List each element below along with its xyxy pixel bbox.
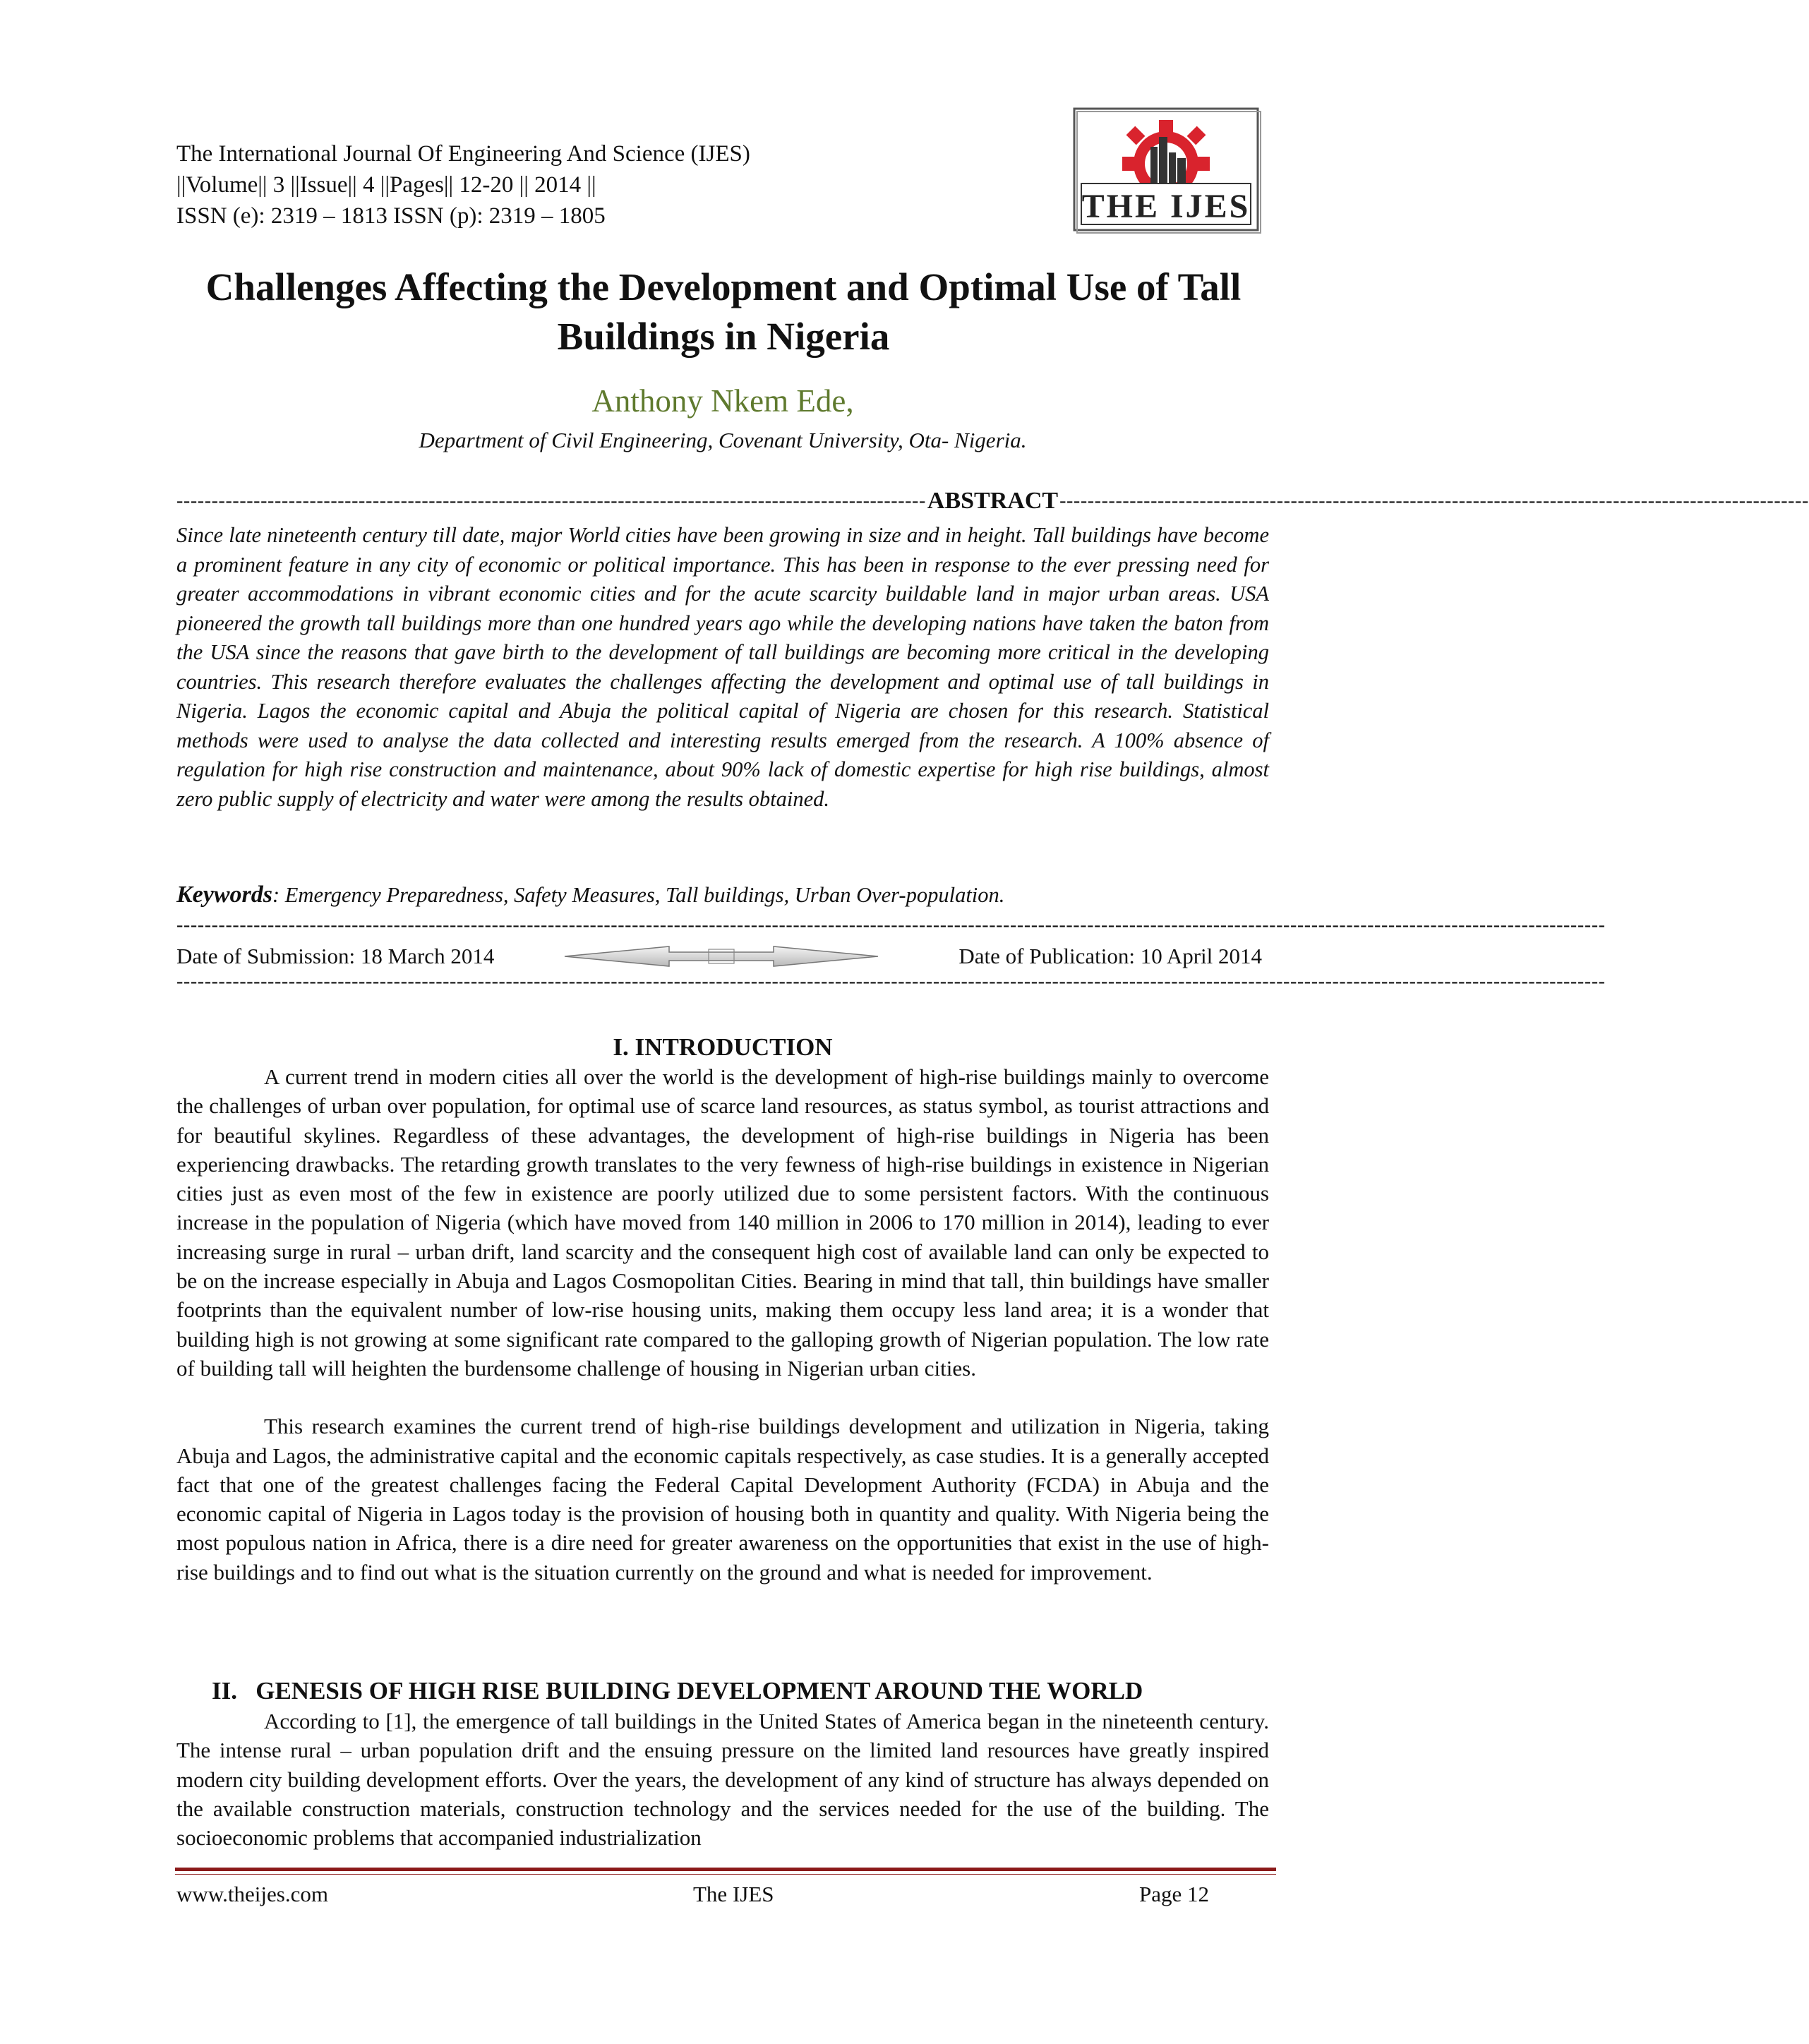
keywords-label: Keywords xyxy=(176,882,272,908)
journal-name: The International Journal Of Engineering And Science (IJES) xyxy=(176,141,750,167)
title-line-2: Buildings in Nigeria xyxy=(557,315,890,358)
intro-paragraph-2: This research examines the current trend of high-rise buildings development and utilization in Nigeria, taking Abuja and Lagos, the administrative capital and the economic capitals respectively, as case studies. It is a generally accepted fact that one of the greatest challenges facing the Federal Capital Development Authority (FCDA) in Abuja and the economic capital of Nigeria in Lagos today is the provision of housing both in quantity and quality. With Nigeria being the most populous nation in Africa, there is a dire need for greater awareness on the opportunities that exist in the use of high-rise buildings and to find out what is the situation currently on the ground and what is needed for improvement. xyxy=(176,1414,1269,1585)
journal-header xyxy=(176,138,750,232)
volume-issue-line: ||Volume|| 3 ||Issue|| 4 ||Pages|| 12-20 || 2014 || xyxy=(176,172,596,198)
author-name: Anthony Nkem Ede, xyxy=(591,383,854,419)
abstract-heading-rule xyxy=(176,487,1809,515)
dash-rule-right: ----------------------------------------------------------------------------------------------------------- xyxy=(1059,490,1809,512)
section-heading-introduction: I. INTRODUCTION xyxy=(613,1033,833,1061)
paper-title xyxy=(162,263,1285,361)
dates-row xyxy=(176,941,1269,972)
issn-line: ISSN (e): 2319 – 1813 ISSN (p): 2319 – 1805 xyxy=(176,203,606,229)
genesis-body xyxy=(176,1707,1269,1852)
footer-page-number: Page 12 xyxy=(1139,1882,1210,1906)
abstract-label: ABSTRACT xyxy=(927,488,1059,514)
intro-paragraph-1: A current trend in modern cities all over the world is the development of high-rise buildings mainly to overcome the challenges of urban over population, for optimal use of scarce land resources, as status symbol, as tourist attractions and for beautiful skylines. Regardless of these advantages, the development of high-rise buildings in Nigeria has been experiencing drawbacks. The retarding growth translates to the very fewness of high-rise buildings in existence in Nigerian cities just as even most of the few in existence are poorly utilized due to some persistent factors. With the continuous increase in the population of Nigeria (which have moved from 140 million in 2006 to 170 million in 2014), leading to ever increasing surge in rural – urban drift, land scarcity and the consequent high cost of available land can only be expected to be on the increase especially in Abuja and Lagos Cosmopolitan Cities. Bearing in mind that tall, thin buildings have smaller footprints than the equivalent number of low-rise housing units, making them occupy less land area; it is a wonder that building high is not growing at some significant rate compared to the galloping growth of Nigerian population. The low rate of building tall will heighten the burdensome challenge of housing in Nigerian urban cities. xyxy=(176,1064,1269,1381)
footer-rule xyxy=(175,1874,1276,1875)
logo-text: THE IJES xyxy=(1081,188,1251,225)
introduction-body xyxy=(176,1062,1269,1587)
dash-rule: ------------------------------------------------------------------------------------------------------------------------------------------------------------------------------------------------------------ xyxy=(176,914,1606,936)
footer-website: www.theijes.com xyxy=(176,1882,328,1906)
publication-date: Date of Publication: 10 April 2014 xyxy=(958,944,1262,968)
submission-date: Date of Submission: 18 March 2014 xyxy=(176,944,495,968)
genesis-paragraph-1: According to [1], the emergence of tall buildings in the United States of America began in the nineteenth century. The intense rural – urban population drift and the ensuing pressure on the limited land resources have greatly inspired modern city building development efforts. Over the years, the development of any kind of structure has always depended on the available construction materials, construction technology and the services needed for the use of the building. The socioeconomic problems that accompanied industrialization xyxy=(176,1709,1269,1851)
footer-journal: The IJES xyxy=(693,1882,774,1906)
ijes-logo xyxy=(1071,106,1261,233)
abstract-text: Since late nineteenth century till date, major World cities have been growing in size and in height. Tall buildings have become a prominent feature in any city of economic or political importance. This has been in response to the ever pressing need for greater accommodations in vibrant economic cities and for the acute scarcity buildable land in major urban areas. USA pioneered the growth tall buildings more than one hundred years ago while the developing nations have taken the baton from the USA since the reasons that gave birth to the development of tall buildings are becoming more critical in the developing countries. This research therefore evaluates the challenges affecting the development and optimal use of tall buildings in Nigeria. Lagos the economic capital and Abuja the political capital of Nigeria are chosen for this research. Statistical methods were used to analyse the data collected and interesting results emerged from the research. A 100% absence of regulation for high rise construction and maintenance, about 90% lack of domestic expertise for high rise buildings, almost zero public supply of electricity and water were among the results obtained. xyxy=(176,523,1269,811)
double-arrow-icon xyxy=(563,942,879,970)
dash-rule: ------------------------------------------------------------------------------------------------------------------------------------------------------------------------------------------------------------ xyxy=(176,970,1606,992)
keywords-text: Emergency Preparedness, Safety Measures, Tall buildings, Urban Over-population. xyxy=(284,883,1005,907)
footer-rule xyxy=(175,1868,1276,1871)
title-line-1: Challenges Affecting the Development and Optimal Use of Tall xyxy=(205,265,1242,308)
dash-rule-left: ----------------------------------------------------------------------------------------------------------- xyxy=(176,490,926,512)
section-heading-genesis: II. GENESIS OF HIGH RISE BUILDING DEVELOPMENT AROUND THE WORLD xyxy=(212,1677,1143,1705)
keywords: Keywords: Emergency Preparedness, Safety Measures, Tall buildings, Urban Over-population. xyxy=(176,882,1005,908)
author-affiliation: Department of Civil Engineering, Covenant University, Ota- Nigeria. xyxy=(419,428,1027,452)
